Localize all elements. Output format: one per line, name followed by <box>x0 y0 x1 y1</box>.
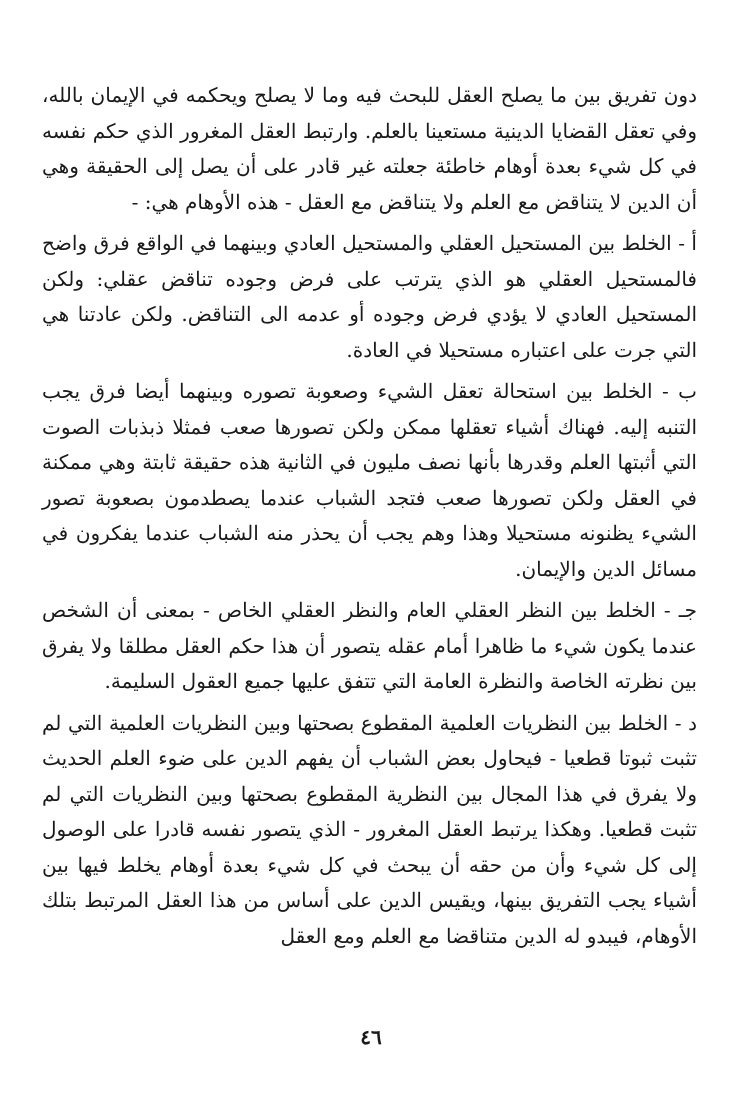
page-number: ٤٦ <box>360 1025 382 1049</box>
paragraph-intro: دون تفريق بين ما يصلح العقل للبحث فيه وما لا يصلح ويحكمه في الإيمان بالله، وفي تعقل القضايا الدينية مستعينا بالعلم. وارتبط العقل المغرور الذي حكم نفسه في كل شيء بعدة أوهام خاطئة جعلته غير قادر على أن يصل إلى الحقيقة وهي أن الدين لا يتناقض مع العلم ولا يتناقض مع العقل - هذه الأوهام هي: - <box>42 83 697 214</box>
paragraph-item-ba: ب - الخلط بين استحالة تعقل الشيء وصعوبة تصوره وبينهما أيضا فرق يجب التنبه إليه. فهناك أشياء تعقلها ممكن ولكن تصورها صعب فمثلا ذبذبات الصوت التي أثبتها العلم وقدرها بأنها نصف مليون في الثانية هذه حقيقة ثابتة وهي ممكنة في العقل ولكن تصورها صعب فتجد الشباب عندما يصطدمون بصعوبة تصور الشيء يظنونه مستحيلا وهذا وهم يجب أن يحذر منه الشباب عندما يفكرون في مسائل الدين والإيمان. <box>42 379 697 581</box>
paragraph-item-jim: جـ - الخلط بين النظر العقلي العام والنظر العقلي الخاص - بمعنى أن الشخص عندما يكون شيء ما ظاهرا أمام عقله يتصور أن هذا حكم العقل مطلقا ولا يفرق بين نظرته الخاصة والنظرة العامة التي تتفق عليها جميع العقول السليمة. <box>42 598 697 693</box>
page-body <box>42 78 697 1088</box>
paragraph-item-alif: أ - الخلط بين المستحيل العقلي والمستحيل العادي وبينهما في الواقع فرق واضح فالمستحيل العقلي هو الذي يترتب على فرض وجوده تناقض عقلي: ولكن المستحيل العادي لا يؤدي فرض وجوده أو عدمه الى التناقض. ولكن عادتنا هي التي جرت على اعتباره مستحيلا في العادة. <box>42 231 697 362</box>
paragraph-item-dal: د - الخلط بين النظريات العلمية المقطوع بصحتها وبين النظريات العلمية التي لم تثبت ثبوتا قطعيا - فيحاول بعض الشباب أن يفهم الدين على ضوء العلم الحديث ولا يفرق في هذا المجال بين النظرية المقطوع بصحتها وبين النظريات التي لم تثبت قطعيا. وهكذا يرتبط العقل المغرور - الذي يتصور نفسه قادرا على الوصول إلى كل شيء وأن من حقه أن يبحث في كل شيء بعدة أوهام يخلط فيها بين أشياء يجب التفريق بينها، ويقيس الدين على أساس من هذا العقل المرتبط بتلك الأوهام، فيبدو له الدين متناقضا مع العلم ومع العقل <box>42 710 697 948</box>
